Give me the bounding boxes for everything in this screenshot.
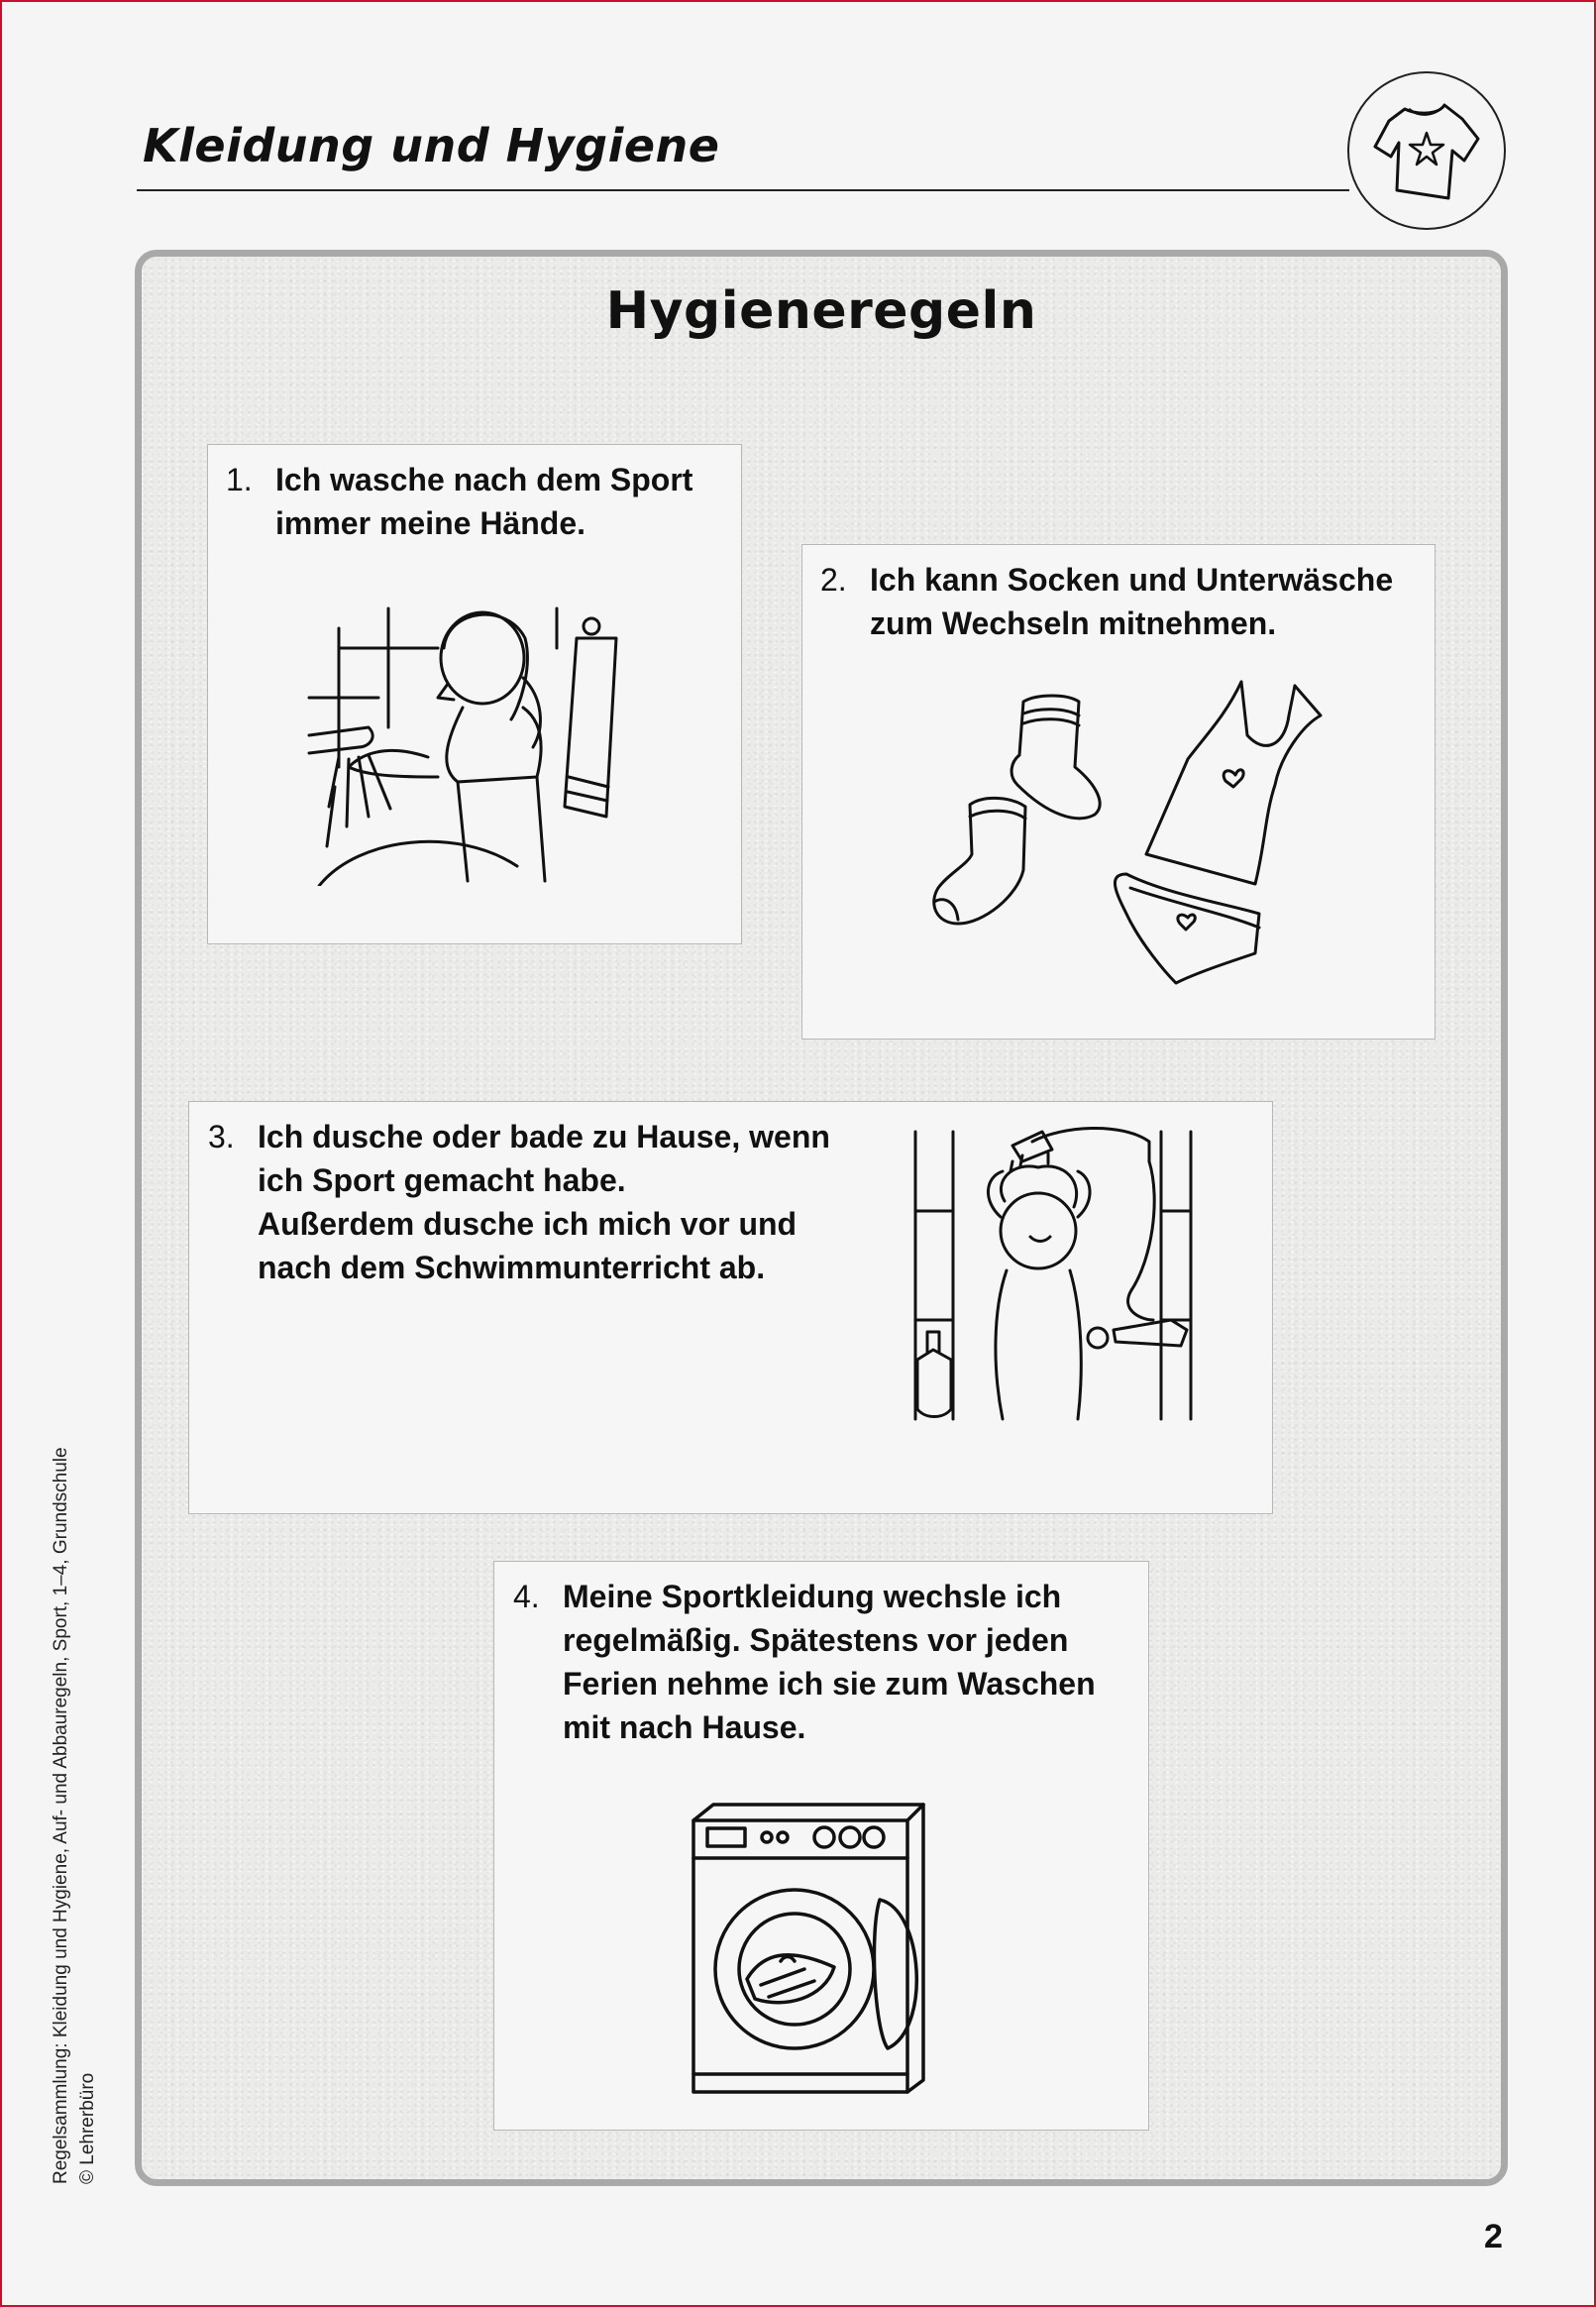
copyright-notice: © Lehrerbüro (77, 2072, 98, 2184)
page-number: 2 (1484, 2218, 1503, 2255)
rule-text: Ich dusche oder bade zu Hause, wenn ich Sport gemacht habe. Außerdem dusche ich mich vor und nach dem Schwimmunterricht ab. (258, 1119, 830, 1285)
girl-washing-hands-illustration (299, 589, 626, 886)
rule-number: 1. (226, 462, 253, 497)
washing-machine-illustration (686, 1801, 933, 2098)
source-credit: Regelsammlung: Kleidung und Hygiene, Auf- und Abbauregeln, Sport, 1–4, Grundschule (51, 1447, 71, 2184)
header-divider (137, 189, 1349, 191)
child-showering-illustration (894, 1122, 1221, 1429)
tshirt-star-icon (1367, 91, 1486, 210)
rule-number: 2. (820, 562, 847, 598)
rule-text: Meine Sportkleidung wechsle ich regelmäßig. Spätestens vor jeden Ferien nehme ich sie zum Waschen mit nach Hause. (563, 1579, 1096, 1745)
rule-text: Ich wasche nach dem Sport immer meine Hände. (275, 462, 693, 541)
socks-and-underwear-illustration (928, 676, 1354, 993)
header-logo (1347, 71, 1506, 230)
rule-1 (226, 458, 692, 545)
rule-3 (208, 1115, 830, 1289)
rule-text: Ich kann Socken und Unterwäsche zum Wechseln mitnehmen. (870, 562, 1394, 641)
rule-4 (513, 1575, 1096, 1749)
rule-number: 3. (208, 1119, 235, 1154)
copyright-sidebar (48, 1292, 101, 2184)
panel-title: Hygieneregeln (605, 281, 1037, 341)
rule-number: 4. (513, 1579, 540, 1614)
worksheet-header-title: Kleidung und Hygiene (143, 119, 720, 172)
rule-2 (820, 558, 1393, 645)
